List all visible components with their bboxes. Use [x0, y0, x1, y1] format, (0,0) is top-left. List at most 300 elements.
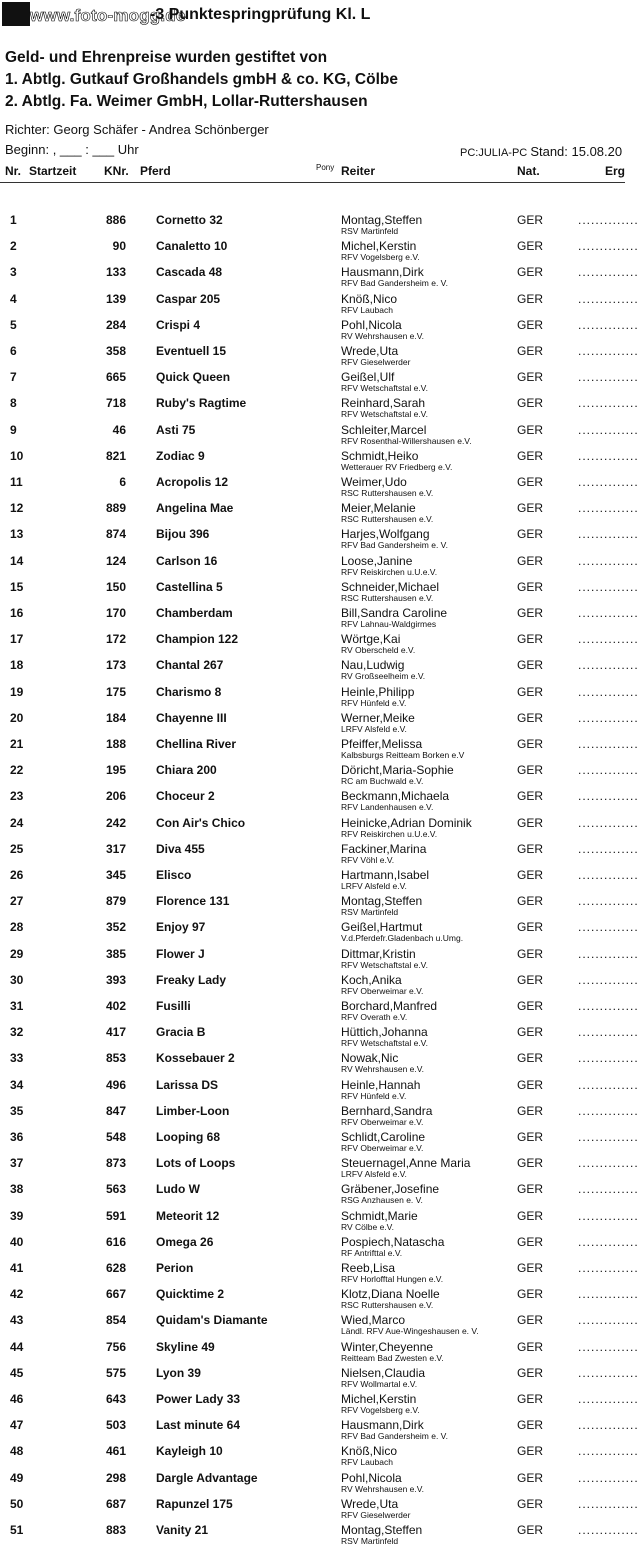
entry-knr: 393 [105, 972, 126, 987]
entry-club: RFV Wetschaftstal e.V. [341, 409, 428, 420]
entry-club: RV Oberscheld e.V. [341, 645, 416, 656]
entry-nation: GER [517, 1470, 544, 1485]
entry-result: .............. [578, 1444, 639, 1459]
entry-club: V.d.Pferdefr.Gladenbach u.Umg. [341, 933, 464, 944]
entry-nation: GER [517, 527, 544, 542]
entry-rider: Wied,Marco [341, 1313, 406, 1328]
entry-club: Ländl. RFV Aue-Wingeshausen e. V. [341, 1326, 479, 1337]
entry-result: .............. [578, 1523, 639, 1537]
watermark: www.foto-mogg.de [30, 6, 186, 25]
table-row [0, 1208, 639, 1235]
entry-rider: Knöß,Nico [341, 291, 398, 306]
entry-rider: Pospiech,Natascha [341, 1234, 445, 1249]
table-row [0, 448, 639, 475]
entry-result: .............. [578, 239, 639, 254]
entry-horse: Crispi 4 [156, 317, 201, 332]
entry-club: RFV Rosenthal-Willershausen e.V. [341, 435, 472, 446]
entry-nation: GER [517, 265, 544, 280]
entry-horse: Angelina Mae [156, 501, 234, 516]
entry-result: .............. [578, 422, 639, 437]
col-header-pony: Pony [316, 163, 335, 172]
entry-nation: GER [517, 710, 544, 725]
table-row [0, 710, 639, 737]
entry-rider: Reinhard,Sarah [341, 396, 426, 411]
entry-rider: Döricht,Maria-Sophie [341, 763, 454, 778]
entry-club: RFV Oberweimar e.V. [341, 1143, 424, 1153]
entry-knr: 879 [105, 894, 126, 909]
entry-club: RFV Bad Gandersheim e. V. [341, 540, 448, 551]
entry-knr: 133 [105, 265, 126, 280]
entry-result: .............. [578, 658, 639, 673]
entry-nr: 24 [10, 815, 24, 830]
entry-horse: Bijou 396 [156, 527, 210, 542]
entry-result: .............. [578, 1339, 639, 1354]
entry-result: .............. [578, 448, 639, 463]
entry-rider: Geißel,Ulf [341, 370, 395, 385]
entry-rider: Nielsen,Claudia [341, 1365, 426, 1380]
entry-knr: 873 [105, 1156, 126, 1171]
entry-result: .............. [578, 894, 639, 909]
entry-nation: GER [517, 448, 544, 463]
entry-nr: 41 [10, 1261, 24, 1275]
table-row [0, 1261, 639, 1287]
entry-rider: Klotz,Diana Noelle [341, 1287, 440, 1302]
entry-horse: Choceur 2 [156, 789, 215, 804]
entry-nation: GER [517, 894, 544, 909]
entry-club: RV Wehrshausen e.V. [341, 330, 425, 341]
entry-nation: GER [517, 1234, 544, 1249]
table-row [0, 344, 639, 370]
entry-rider: Gräbener,Josefine [341, 1182, 440, 1197]
table-row [0, 632, 639, 658]
entry-result: .............. [578, 815, 639, 830]
entry-horse: Flower J [156, 946, 205, 961]
entry-nr: 29 [10, 946, 24, 961]
table-row [0, 815, 639, 842]
sponsor-line-2: 2. Abtlg. Fa. Weimer GmbH, Lollar-Ruttershausen [5, 93, 368, 110]
table-row [0, 1103, 639, 1130]
entry-club: RFV Bad Gandersheim e. V. [341, 278, 448, 289]
entry-rider: Hüttich,Johanna [341, 1025, 428, 1040]
entry-rider: Hausmann,Dirk [341, 1418, 424, 1433]
entry-club: RV Wehrshausen e.V. [341, 1483, 425, 1494]
entry-knr: 756 [105, 1339, 126, 1354]
table-row [0, 475, 639, 501]
entry-club: Reitteam Bad Zwesten e.V. [341, 1352, 444, 1363]
table-row [0, 317, 639, 344]
entry-horse: Elisco [156, 868, 192, 882]
entry-knr: 170 [105, 606, 126, 620]
entry-horse: Cornetto 32 [156, 213, 223, 227]
entry-nr: 19 [10, 684, 24, 699]
entry-rider: Reeb,Lisa [341, 1261, 396, 1275]
entry-nation: GER [517, 815, 544, 830]
entry-nr: 40 [10, 1234, 24, 1249]
entry-horse: Ludo W [156, 1182, 200, 1197]
entry-knr: 46 [112, 422, 126, 437]
entry-nation: GER [517, 396, 544, 411]
entry-result: .............. [578, 868, 639, 882]
table-row [0, 946, 639, 973]
entry-result: .............. [578, 1392, 639, 1406]
entry-rider: Fackiner,Marina [341, 841, 427, 856]
entry-result: .............. [578, 1418, 639, 1433]
entry-knr: 847 [105, 1103, 126, 1118]
entry-horse: Chamberdam [156, 606, 233, 620]
header-divider [0, 182, 625, 183]
entry-result: .............. [578, 370, 639, 385]
entry-club: RFV Hünfeld e.V. [341, 1090, 407, 1101]
entry-horse: Chellina River [156, 737, 237, 751]
entry-nr: 3 [10, 265, 17, 280]
entry-nation: GER [517, 658, 544, 673]
table-row [0, 291, 639, 318]
entry-nation: GER [517, 868, 544, 882]
entry-knr: 503 [105, 1418, 126, 1433]
entry-nr: 43 [10, 1313, 24, 1328]
entry-knr: 575 [105, 1365, 126, 1380]
entry-rider: Pfeiffer,Melissa [341, 737, 423, 751]
entry-result: .............. [578, 789, 639, 804]
entry-club: RFV Gieselwerder [341, 357, 411, 367]
entry-club: RSC Ruttershausen e.V. [341, 592, 434, 603]
entry-nr: 42 [10, 1287, 24, 1302]
entry-knr: 298 [105, 1470, 126, 1485]
table-row [0, 789, 639, 815]
entry-nation: GER [517, 972, 544, 987]
entry-club: Wetterauer RV Friedberg e.V. [341, 461, 453, 472]
entry-rider: Schlidt,Caroline [341, 1130, 426, 1144]
entry-nr: 26 [10, 868, 24, 882]
entry-nr: 1 [10, 213, 17, 227]
table-row [0, 1051, 639, 1077]
entry-horse: Chiara 200 [156, 763, 217, 778]
entry-nr: 10 [10, 448, 24, 463]
col-header-knr: KNr. [104, 164, 129, 178]
entry-result: .............. [578, 1234, 639, 1249]
entry-horse: Quicktime 2 [156, 1287, 225, 1302]
table-row [0, 658, 639, 684]
entry-rider: Wrede,Uta [341, 344, 399, 358]
entry-nr: 48 [10, 1444, 24, 1459]
entry-knr: 284 [105, 317, 126, 332]
entry-horse: Last minute 64 [156, 1418, 241, 1433]
entry-knr: 385 [105, 946, 126, 961]
entry-knr: 150 [105, 579, 126, 594]
entry-nr: 27 [10, 894, 24, 909]
entry-result: .............. [578, 1365, 639, 1380]
entry-result: .............. [578, 1261, 639, 1275]
entry-nr: 47 [10, 1418, 24, 1433]
entry-nr: 38 [10, 1182, 24, 1197]
entry-nation: GER [517, 370, 544, 385]
entry-rider: Schleiter,Marcel [341, 422, 427, 437]
entry-horse: Zodiac 9 [156, 448, 205, 463]
table-row [0, 1496, 639, 1523]
entry-club: RFV Laubach [341, 304, 393, 315]
entry-nation: GER [517, 1339, 544, 1354]
entry-nr: 6 [10, 344, 17, 358]
table-row [0, 1418, 639, 1444]
entry-nr: 18 [10, 658, 24, 673]
entry-rider: Meier,Melanie [341, 501, 416, 516]
entry-horse: Enjoy 97 [156, 920, 206, 935]
entry-result: .............. [578, 1051, 639, 1066]
entry-knr: 889 [105, 501, 126, 516]
entry-club: RFV Bad Gandersheim e. V. [341, 1431, 448, 1442]
entry-knr: 139 [105, 291, 126, 306]
entry-nation: GER [517, 1103, 544, 1118]
table-row [0, 579, 639, 606]
entry-knr: 886 [105, 213, 126, 227]
page-title: -3 Punktespringprüfung Kl. L [150, 6, 371, 23]
entry-knr: 352 [105, 920, 126, 935]
entry-club: RSV Martinfeld [341, 226, 399, 236]
entry-result: .............. [578, 841, 639, 856]
entry-nation: GER [517, 422, 544, 437]
entry-knr: 417 [105, 1025, 126, 1040]
entry-club: RFV Wollmartal e.V. [341, 1378, 418, 1389]
entry-nr: 32 [10, 1025, 24, 1040]
entry-horse: Ruby's Ragtime [156, 396, 247, 411]
entry-nation: GER [517, 475, 544, 489]
entry-result: .............. [578, 632, 639, 647]
entry-nr: 14 [10, 553, 24, 568]
entry-horse: Lyon 39 [156, 1365, 201, 1380]
entry-nr: 36 [10, 1130, 24, 1144]
entry-nr: 5 [10, 317, 17, 332]
entry-rider: Montag,Steffen [341, 1523, 423, 1537]
entry-nr: 39 [10, 1208, 24, 1223]
entry-nation: GER [517, 1025, 544, 1040]
entry-nation: GER [517, 920, 544, 935]
entry-result: .............. [578, 501, 639, 516]
entry-nation: GER [517, 1051, 544, 1066]
entry-rider: Nau,Ludwig [341, 658, 405, 673]
entry-nr: 9 [10, 422, 17, 437]
entry-knr: 195 [105, 763, 126, 778]
table-row [0, 1025, 639, 1051]
table-row [0, 265, 639, 291]
entry-knr: 687 [105, 1496, 126, 1511]
entry-club: RFV Gieselwerder [341, 1509, 411, 1520]
judges: Richter: Georg Schäfer - Andrea Schönberger [5, 122, 269, 137]
entry-knr: 496 [105, 1077, 126, 1092]
entry-knr: 402 [105, 999, 126, 1013]
table-row [0, 396, 639, 422]
entry-rider: Weimer,Udo [341, 475, 407, 489]
entry-nr: 37 [10, 1156, 24, 1171]
entry-result: .............. [578, 946, 639, 961]
entry-result: .............. [578, 1470, 639, 1485]
entry-club: RSG Anzhausen e. V. [341, 1195, 423, 1206]
entry-horse: Acropolis 12 [156, 475, 229, 489]
entry-rider: Heinle,Hannah [341, 1077, 421, 1092]
entry-club: RSV Martinfeld [341, 1536, 399, 1546]
table-row [0, 1156, 639, 1182]
entry-result: .............. [578, 1182, 639, 1197]
entry-nr: 49 [10, 1470, 24, 1485]
table-row [0, 1470, 639, 1497]
table-row [0, 684, 639, 711]
entry-result: .............. [578, 213, 639, 227]
entry-nr: 13 [10, 527, 24, 542]
entry-knr: 591 [105, 1208, 126, 1223]
entry-knr: 184 [105, 710, 126, 725]
entry-nr: 21 [10, 737, 24, 751]
entry-horse: Power Lady 33 [156, 1392, 241, 1406]
entry-horse: Gracia B [156, 1025, 206, 1040]
entry-result: .............. [578, 1103, 639, 1118]
entry-nation: GER [517, 1182, 544, 1197]
table-row [0, 763, 639, 789]
entry-rider: Knöß,Nico [341, 1444, 398, 1459]
entry-rider: Michel,Kerstin [341, 239, 417, 254]
table-row [0, 527, 639, 553]
entry-result: .............. [578, 684, 639, 699]
entry-nation: GER [517, 1156, 544, 1171]
entry-nation: GER [517, 632, 544, 647]
entry-rider: Dittmar,Kristin [341, 946, 416, 961]
entry-club: RFV Wetschaftstal e.V. [341, 959, 428, 970]
table-row [0, 1313, 639, 1339]
entry-result: .............. [578, 396, 639, 411]
entry-rider: Pohl,Nicola [341, 317, 402, 332]
entry-nation: GER [517, 291, 544, 306]
entry-club: RFV Oberweimar e.V. [341, 985, 424, 996]
entry-knr: 874 [105, 527, 126, 542]
entry-horse: Carlson 16 [156, 553, 218, 568]
entry-nr: 45 [10, 1365, 24, 1380]
entry-knr: 883 [105, 1523, 126, 1537]
col-header-reiter: Reiter [341, 164, 376, 178]
entry-horse: Skyline 49 [156, 1339, 215, 1354]
table-row [0, 999, 639, 1025]
entry-nation: GER [517, 999, 544, 1013]
entry-club: RC am Buchwald e.V. [341, 776, 424, 787]
table-row [0, 1130, 639, 1156]
entry-club: RSC Ruttershausen e.V. [341, 514, 434, 525]
entry-nation: GER [517, 763, 544, 778]
entry-nation: GER [517, 1077, 544, 1092]
entry-horse: Diva 455 [156, 841, 205, 856]
entry-rider: Geißel,Hartmut [341, 920, 423, 935]
entry-club: RSV Martinfeld [341, 907, 399, 918]
entry-club: RFV Hünfeld e.V. [341, 697, 407, 708]
entry-nation: GER [517, 1261, 544, 1275]
entry-club: RSC Ruttershausen e.V. [341, 488, 434, 498]
entry-nr: 15 [10, 579, 24, 594]
entry-horse: Quidam's Diamante [156, 1313, 268, 1328]
entry-club: RF Antrifttal e.V. [341, 1247, 403, 1258]
entry-result: .............. [578, 1077, 639, 1092]
title-row [0, 0, 625, 28]
col-header-pferd: Pferd [140, 164, 171, 178]
entry-horse: Con Air's Chico [156, 815, 246, 830]
entry-knr: 821 [105, 448, 126, 463]
entry-result: .............. [578, 553, 639, 568]
entry-result: .............. [578, 710, 639, 725]
entry-knr: 563 [105, 1182, 126, 1197]
entry-nr: 7 [10, 370, 17, 385]
entry-horse: Castellina 5 [156, 579, 223, 594]
entry-club: LRFV Alsfeld e.V. [341, 881, 407, 891]
entry-rider: Hausmann,Dirk [341, 265, 424, 280]
entry-nation: GER [517, 553, 544, 568]
entry-nation: GER [517, 1392, 544, 1406]
entry-nation: GER [517, 684, 544, 699]
entry-rider: Loose,Janine [341, 553, 413, 568]
table-row [0, 606, 639, 632]
entry-nation: GER [517, 946, 544, 961]
entry-club: RFV Vogelsberg e.V. [341, 1405, 420, 1415]
entry-horse: Fusilli [156, 999, 191, 1013]
entry-rider: Schmidt,Marie [341, 1208, 418, 1223]
entry-result: .............. [578, 475, 639, 489]
table-row [0, 501, 639, 527]
entry-nr: 46 [10, 1392, 24, 1406]
entry-nation: GER [517, 789, 544, 804]
entry-club: RFV Overath e.V. [341, 1012, 408, 1022]
entry-result: .............. [578, 1313, 639, 1328]
col-header-startzeit: Startzeit [29, 164, 77, 178]
table-row [0, 1392, 639, 1418]
entry-horse: Lots of Loops [156, 1156, 236, 1171]
entry-horse: Limber-Loon [156, 1103, 230, 1118]
table-row [0, 1365, 639, 1392]
entry-club: RV Cölbe e.V. [341, 1221, 394, 1232]
entry-horse: Florence 131 [156, 894, 230, 909]
entry-rider: Nowak,Nic [341, 1051, 399, 1066]
entry-horse: Freaky Lady [156, 972, 227, 987]
sponsor-line-1: 1. Abtlg. Gutkauf Großhandels gmbH & co. KG, Cölbe [5, 71, 398, 88]
col-header-erg: Erg [605, 164, 626, 178]
entry-horse: Rapunzel 175 [156, 1496, 233, 1511]
entry-nation: GER [517, 1496, 544, 1511]
entry-horse: Vanity 21 [156, 1523, 209, 1537]
entry-club: RFV Wetschaftstal e.V. [341, 1038, 428, 1049]
entry-horse: Chantal 267 [156, 658, 224, 673]
entry-result: .............. [578, 1496, 639, 1511]
entry-knr: 206 [105, 789, 126, 804]
entry-knr: 854 [105, 1313, 126, 1328]
entry-nr: 33 [10, 1051, 24, 1066]
entry-nr: 11 [10, 475, 23, 489]
table-row [0, 868, 639, 894]
entry-result: .............. [578, 344, 639, 358]
entry-result: .............. [578, 1130, 639, 1144]
entry-rider: Pohl,Nicola [341, 1470, 402, 1485]
start-time: Beginn: , ___ : ___ Uhr [5, 142, 139, 157]
entry-nation: GER [517, 579, 544, 594]
entry-nation: GER [517, 606, 544, 620]
entry-rider: Heinle,Philipp [341, 684, 415, 699]
entry-nr: 35 [10, 1103, 24, 1118]
entry-result: .............. [578, 579, 639, 594]
entry-knr: 175 [105, 684, 126, 699]
entry-result: .............. [578, 1156, 639, 1171]
entry-horse: Kayleigh 10 [156, 1444, 223, 1459]
table-row [0, 972, 639, 999]
table-row [0, 1523, 639, 1549]
pc-stand [460, 144, 622, 159]
table-row [0, 920, 639, 946]
entry-rider: Borchard,Manfred [341, 999, 438, 1013]
entry-rider: Schmidt,Heiko [341, 448, 419, 463]
entry-club: RFV Landenhausen e.V. [341, 802, 434, 813]
entry-nation: GER [517, 1444, 544, 1459]
entry-nr: 8 [10, 396, 17, 411]
